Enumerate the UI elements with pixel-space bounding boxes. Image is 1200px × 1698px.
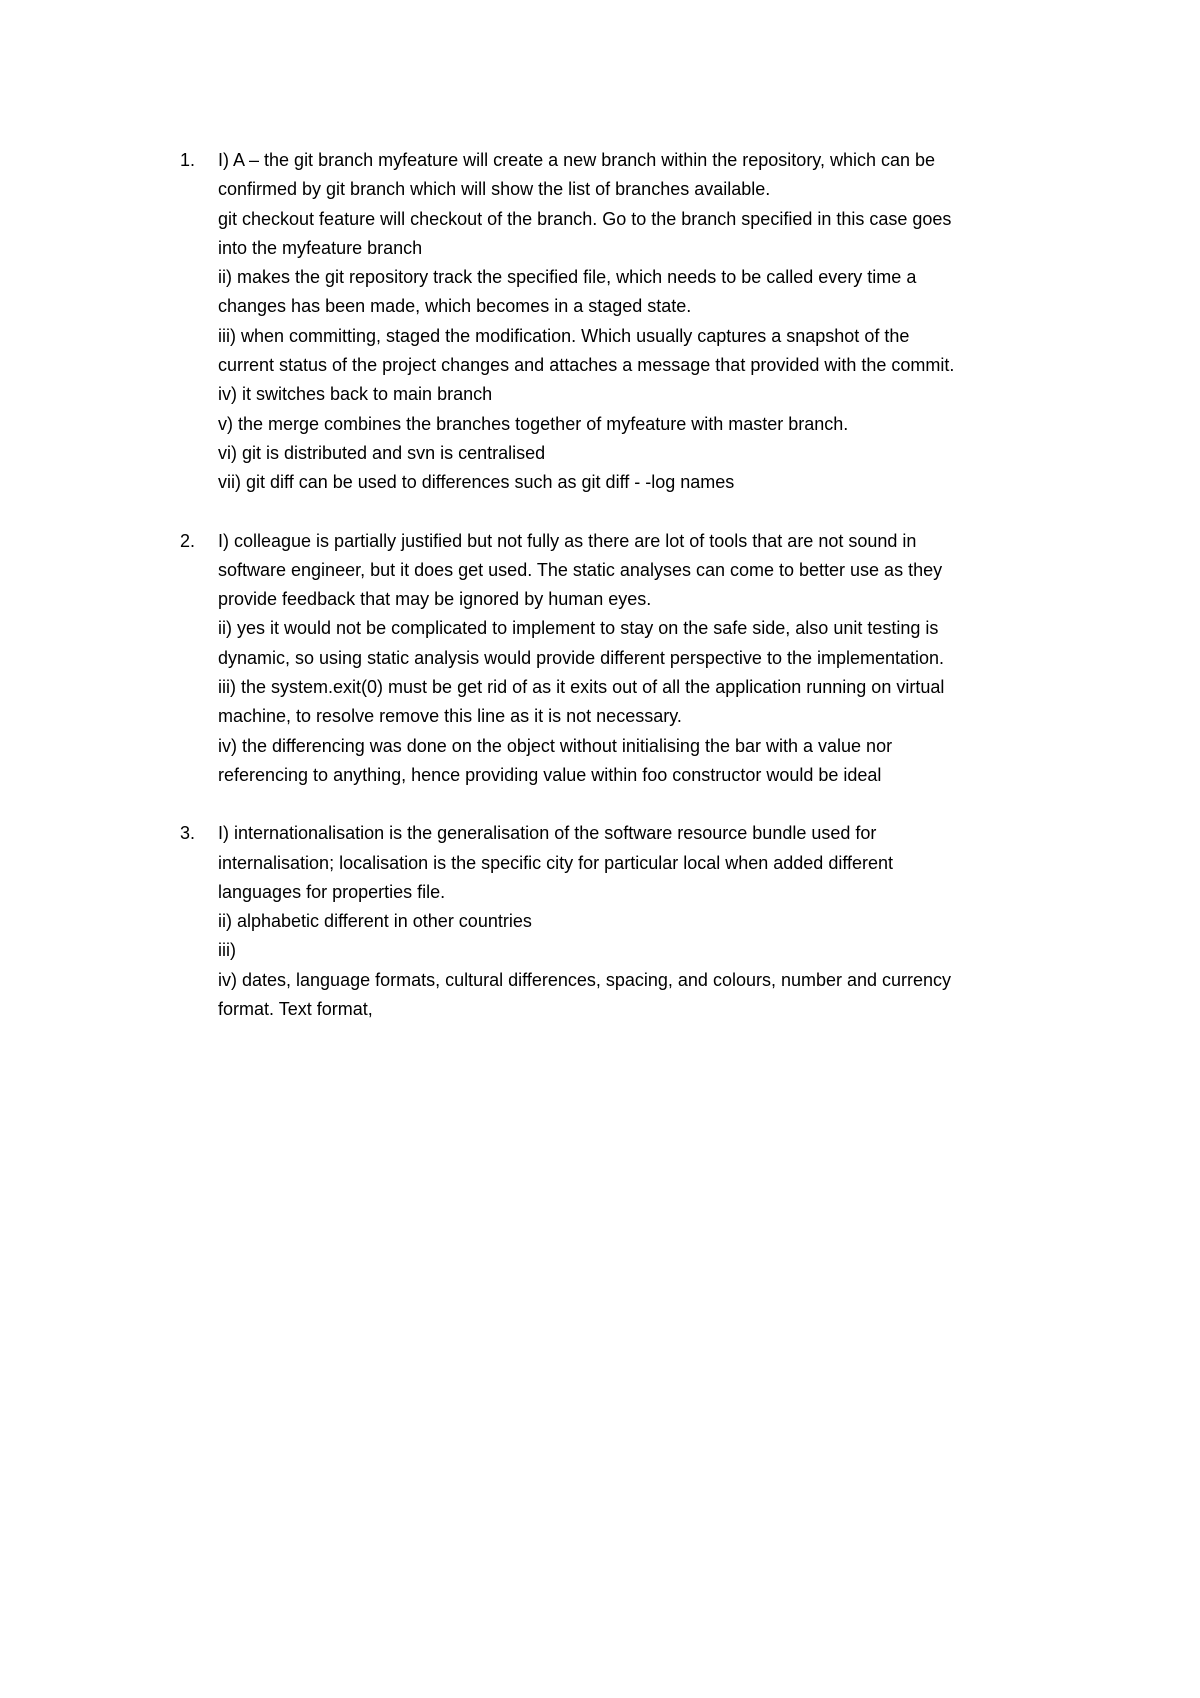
answer-line: I) internationalisation is the generalisation of the software resource bundle used for — [218, 823, 877, 844]
answer-line: iv) dates, language formats, cultural differences, spacing, and colours, number and currency — [218, 969, 952, 990]
answer-line: ii) makes the git repository track the specified file, which needs to be called every time a — [218, 267, 917, 288]
answer-text — [218, 819, 1080, 1024]
answer-line: machine, to resolve remove this line as it is not necessary. — [218, 706, 682, 727]
answer-line: iii) the system.exit(0) must be get rid of as it exits out of all the application running on virtual — [218, 677, 945, 698]
answer-line: vii) git diff can be used to differences such as git diff - -log names — [218, 472, 735, 493]
answer-number: 3. — [180, 823, 196, 844]
answer-number: 2. — [180, 530, 196, 551]
answer-line: dynamic, so using static analysis would provide different perspective to the implementation. — [218, 647, 945, 668]
answer-text — [218, 146, 1080, 498]
answer-line: into the myfeature branch — [218, 237, 423, 258]
answer-line: iii) when committing, staged the modification. Which usually captures a snapshot of the — [218, 325, 910, 346]
answer-3 — [180, 819, 1080, 1024]
answer-line: confirmed by git branch which will show the list of branches available. — [218, 179, 771, 200]
answer-2 — [180, 527, 1080, 791]
answer-line: internalisation; localisation is the specific city for particular local when added different — [218, 852, 894, 873]
answer-line: languages for properties file. — [218, 881, 446, 902]
answer-line: git checkout feature will checkout of the branch. Go to the branch specified in this case goes — [218, 208, 952, 229]
answer-line: format. Text format, — [218, 999, 373, 1020]
answer-line: iii) — [218, 940, 236, 961]
answer-line: v) the merge combines the branches together of myfeature with master branch. — [218, 413, 849, 434]
answer-text — [218, 527, 1080, 791]
answer-1 — [180, 146, 1080, 498]
answer-line: ii) alphabetic different in other countries — [218, 911, 532, 932]
answer-line: referencing to anything, hence providing value within foo constructor would be ideal — [218, 764, 882, 785]
answer-line: ii) yes it would not be complicated to implement to stay on the safe side, also unit testing is — [218, 618, 939, 639]
answer-line: I) colleague is partially justified but not fully as there are lot of tools that are not sound in — [218, 530, 917, 551]
answer-line: iv) it switches back to main branch — [218, 384, 493, 405]
answer-line: software engineer, but it does get used. The static analyses can come to better use as they — [218, 559, 943, 580]
answer-number: 1. — [180, 150, 196, 170]
answer-list — [180, 146, 1080, 1053]
answer-line: iv) the differencing was done on the object without initialising the bar with a value nor — [218, 735, 893, 756]
answer-line: current status of the project changes and attaches a message that provided with the commit. — [218, 355, 955, 376]
answer-line: I) A – the git branch myfeature will create a new branch within the repository, which can be — [218, 150, 936, 170]
answer-line: changes has been made, which becomes in a staged state. — [218, 296, 692, 317]
answer-line: vi) git is distributed and svn is centralised — [218, 442, 546, 463]
answer-line: provide feedback that may be ignored by human eyes. — [218, 589, 652, 610]
